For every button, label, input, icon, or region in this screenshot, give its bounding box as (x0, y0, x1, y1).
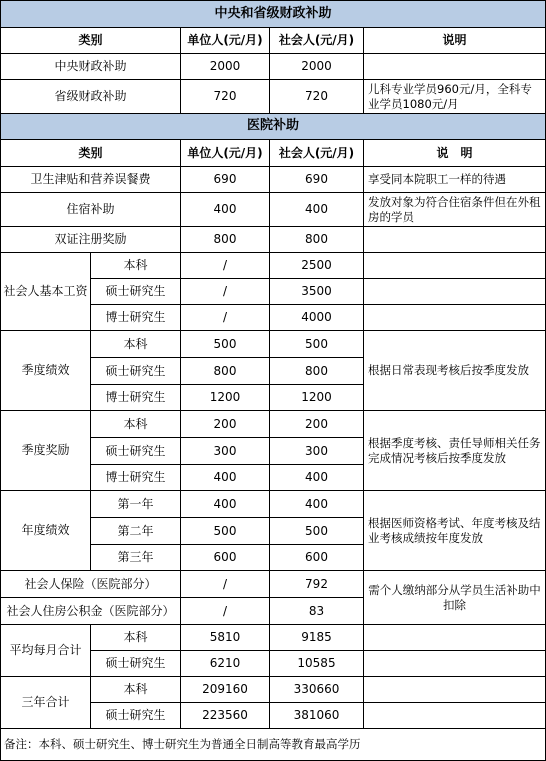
row-social-value: 400 (270, 491, 364, 518)
row-social-value: 200 (270, 411, 364, 438)
header-unit: 单位人(元/月) (181, 28, 270, 54)
insurance-note: 需个人缴纳部分从学员生活补助中扣除 (364, 571, 546, 625)
row-note (364, 54, 546, 80)
row-category: 社会人住房公积金（医院部分） (1, 598, 181, 625)
row-note (364, 677, 546, 703)
row-unit-value: 1200 (181, 385, 270, 411)
group-note: 根据日常表现考核后按季度发放 (364, 331, 546, 411)
row-unit-value: / (181, 253, 270, 279)
section-title-central-provincial: 中央和省级财政补助 (1, 1, 546, 28)
row-social-value: 381060 (270, 703, 364, 729)
header-social: 社会人(元/月) (270, 140, 364, 167)
total-name: 平均每月合计 (1, 625, 91, 677)
table-row (1, 193, 546, 227)
row-social-value: 720 (270, 80, 364, 114)
group-name: 社会人基本工资 (1, 253, 91, 331)
total-name: 三年合计 (1, 677, 91, 729)
row-social-value: 500 (270, 518, 364, 545)
row-unit-value: 500 (181, 331, 270, 358)
row-unit-value: 500 (181, 518, 270, 545)
row-social-value: 9185 (270, 625, 364, 651)
row-social-value: 300 (270, 438, 364, 465)
row-social-value: 1200 (270, 385, 364, 411)
row-category: 省级财政补助 (1, 80, 181, 114)
row-unit-value: 800 (181, 227, 270, 253)
row-subcategory: 硕士研究生 (91, 358, 181, 385)
table-row (1, 491, 546, 518)
row-subcategory: 本科 (91, 253, 181, 279)
row-note (364, 625, 546, 651)
table-row (1, 253, 546, 279)
group-note: 根据医师资格考试、年度考核及结业考核成绩按年度发放 (364, 491, 546, 571)
row-subcategory: 第一年 (91, 491, 181, 518)
row-category: 中央财政补助 (1, 54, 181, 80)
row-unit-value: 800 (181, 358, 270, 385)
row-unit-value: 5810 (181, 625, 270, 651)
row-social-value: 600 (270, 545, 364, 571)
row-category: 社会人保险（医院部分） (1, 571, 181, 598)
row-unit-value: 400 (181, 465, 270, 491)
row-unit-value: 2000 (181, 54, 270, 80)
table-row (1, 677, 546, 703)
row-note (364, 305, 546, 331)
footnote: 备注：本科、硕士研究生、博士研究生为普通全日制高等教育最高学历 (1, 729, 546, 761)
row-social-value: 500 (270, 331, 364, 358)
header-category: 类别 (1, 140, 181, 167)
table-row (1, 625, 546, 651)
row-subcategory: 硕士研究生 (91, 279, 181, 305)
row-social-value: 800 (270, 227, 364, 253)
row-social-value: 400 (270, 193, 364, 227)
row-subcategory: 本科 (91, 331, 181, 358)
row-unit-value: 300 (181, 438, 270, 465)
row-note: 享受同本院职工一样的待遇 (364, 167, 546, 193)
row-category: 双证注册奖励 (1, 227, 181, 253)
row-unit-value: / (181, 571, 270, 598)
row-unit-value: 600 (181, 545, 270, 571)
group-name: 季度奖励 (1, 411, 91, 491)
row-social-value: 4000 (270, 305, 364, 331)
table-row (1, 331, 546, 358)
header-social: 社会人(元/月) (270, 28, 364, 54)
row-unit-value: / (181, 598, 270, 625)
row-unit-value: 400 (181, 491, 270, 518)
header-note: 说明 (364, 28, 546, 54)
row-subcategory: 博士研究生 (91, 305, 181, 331)
row-subcategory: 本科 (91, 677, 181, 703)
row-subcategory: 博士研究生 (91, 385, 181, 411)
row-unit-value: 223560 (181, 703, 270, 729)
row-subcategory: 硕士研究生 (91, 438, 181, 465)
row-social-value: 690 (270, 167, 364, 193)
row-subcategory: 本科 (91, 625, 181, 651)
row-unit-value: 6210 (181, 651, 270, 677)
row-subcategory: 本科 (91, 411, 181, 438)
group-note: 根据季度考核、责任导师相关任务完成情况考核后按季度发放 (364, 411, 546, 491)
row-subcategory: 第二年 (91, 518, 181, 545)
header-category: 类别 (1, 28, 181, 54)
header-note: 说 明 (364, 140, 546, 167)
row-social-value: 3500 (270, 279, 364, 305)
row-note (364, 227, 546, 253)
section-title-hospital: 医院补助 (1, 114, 546, 140)
row-unit-value: / (181, 279, 270, 305)
row-note (364, 279, 546, 305)
row-note (364, 703, 546, 729)
table-row (1, 227, 546, 253)
row-unit-value: 209160 (181, 677, 270, 703)
row-social-value: 10585 (270, 651, 364, 677)
row-unit-value: 400 (181, 193, 270, 227)
row-social-value: 792 (270, 571, 364, 598)
row-unit-value: 720 (181, 80, 270, 114)
row-unit-value: / (181, 305, 270, 331)
row-social-value: 330660 (270, 677, 364, 703)
group-name: 季度绩效 (1, 331, 91, 411)
row-social-value: 83 (270, 598, 364, 625)
header-unit: 单位人(元/月) (181, 140, 270, 167)
row-note (364, 651, 546, 677)
row-subcategory: 博士研究生 (91, 465, 181, 491)
row-unit-value: 200 (181, 411, 270, 438)
row-subcategory: 硕士研究生 (91, 703, 181, 729)
row-social-value: 400 (270, 465, 364, 491)
row-category: 住宿补助 (1, 193, 181, 227)
row-note (364, 253, 546, 279)
table-row (1, 411, 546, 438)
row-note: 儿科专业学员960元/月，全科专业学员1080元/月 (364, 80, 546, 114)
row-social-value: 800 (270, 358, 364, 385)
row-subcategory: 第三年 (91, 545, 181, 571)
table-row (1, 167, 546, 193)
row-social-value: 2500 (270, 253, 364, 279)
row-subcategory: 硕士研究生 (91, 651, 181, 677)
group-name: 年度绩效 (1, 491, 91, 571)
table-row (1, 54, 546, 80)
row-social-value: 2000 (270, 54, 364, 80)
row-unit-value: 690 (181, 167, 270, 193)
table-row (1, 571, 546, 598)
row-note: 发放对象为符合住宿条件但在外租房的学员 (364, 193, 546, 227)
row-category: 卫生津贴和营养误餐费 (1, 167, 181, 193)
table-row (1, 80, 546, 114)
